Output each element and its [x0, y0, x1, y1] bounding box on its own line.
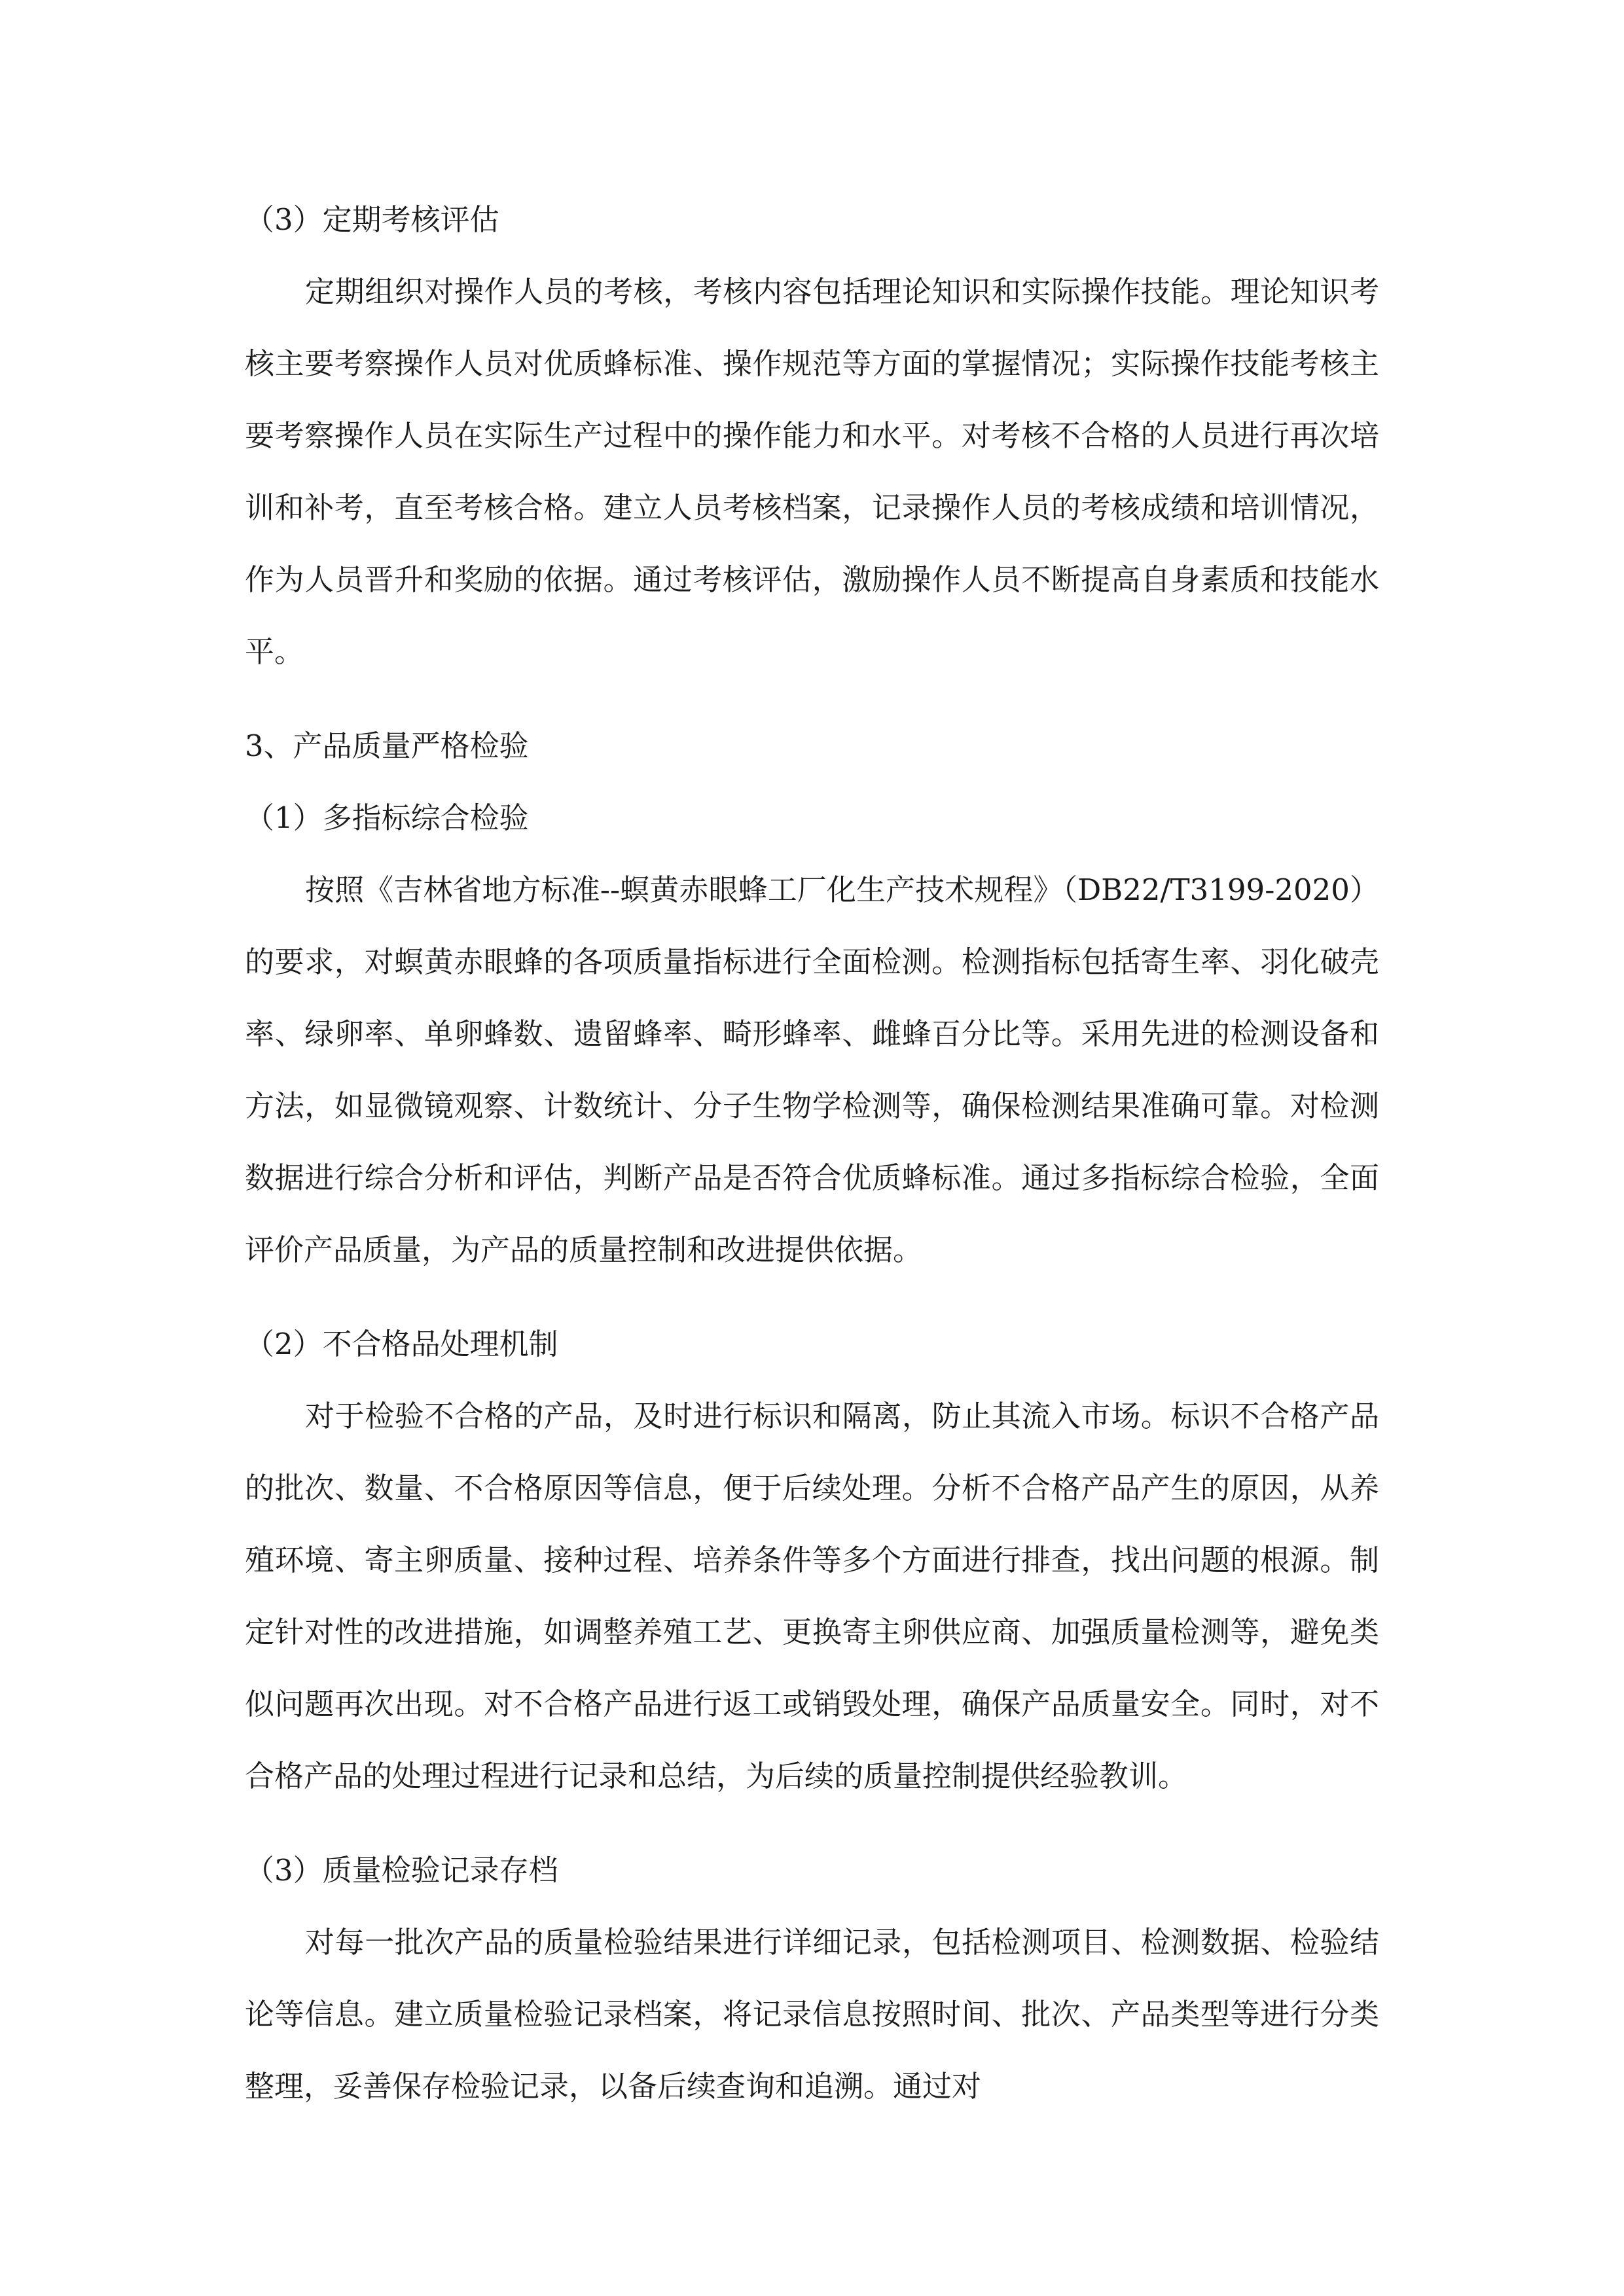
- spacer: [245, 1286, 1379, 1308]
- spacer: [245, 688, 1379, 710]
- paragraph-nonconforming: 对于检验不合格的产品，及时进行标识和隔离，防止其流入市场。标识不合格产品的批次、数量、不合格原因等信息，便于后续处理。分析不合格产品产生的原因，从养殖环境、寄主卵质量、接种过程、培养条件等多个方面进行排查，找出问题的根源。制定针对性的改进措施，如调整养殖工艺、更换寄主卵供应商、加强质量检测等，避免类似问题再次出现。对不合格产品进行返工或销毁处理，确保产品质量安全。同时，对不合格产品的处理过程进行记录和总结，为后续的质量控制提供经验教训。: [245, 1399, 1379, 1793]
- paragraph-periodic-assessment: 定期组织对操作人员的考核，考核内容包括理论知识和实际操作技能。理论知识考核主要考察操作人员对优质蜂标准、操作规范等方面的掌握情况；实际操作技能考核主要考察操作人员在实际生产过程中的操作能力和水平。对考核不合格的人员进行再次培训和补考，直至考核合格。建立人员考核档案，记录操作人员的考核成绩和培训情况，作为人员晋升和奖励的依据。通过考核评估，激励操作人员不断提高自身素质和技能水平。: [245, 274, 1379, 669]
- section-heading-multi-indicator: （1）多指标综合检验: [245, 800, 529, 835]
- section-heading-periodic-assessment: （3）定期考核评估: [245, 202, 499, 237]
- spacer: [245, 1812, 1379, 1835]
- paragraph-records-archive: 对每一批次产品的质量检验结果进行详细记录，包括检测项目、检测数据、检验结论等信息。建立质量检验记录档案，将记录信息按照时间、批次、产品类型等进行分类整理，妥善保存检验记录，以备后续查询和追溯。通过对: [245, 1925, 1379, 2104]
- paragraph-multi-indicator: 按照《吉林省地方标准--螟黄赤眼蜂工厂化生产技术规程》（DB22/T3199-2020）的要求，对螟黄赤眼蜂的各项质量指标进行全面检测。检测指标包括寄生率、羽化破壳率、绿卵率、单卵蜂数、遗留蜂率、畸形蜂率、雌蜂百分比等。采用先进的检测设备和方法，如显微镜观察、计数统计、分子生物学检测等，确保检测结果准确可靠。对检测数据进行综合分析和评估，判断产品是否符合优质蜂标准。通过多指标综合检验，全面评价产品质量，为产品的质量控制和改进提供依据。: [245, 872, 1379, 1267]
- section-heading-records-archive: （3）质量检验记录存档: [245, 1853, 558, 1888]
- section-heading-nonconforming: （2）不合格品处理机制: [245, 1327, 558, 1361]
- section-heading-quality-inspection: 3、产品质量严格检验: [245, 728, 529, 763]
